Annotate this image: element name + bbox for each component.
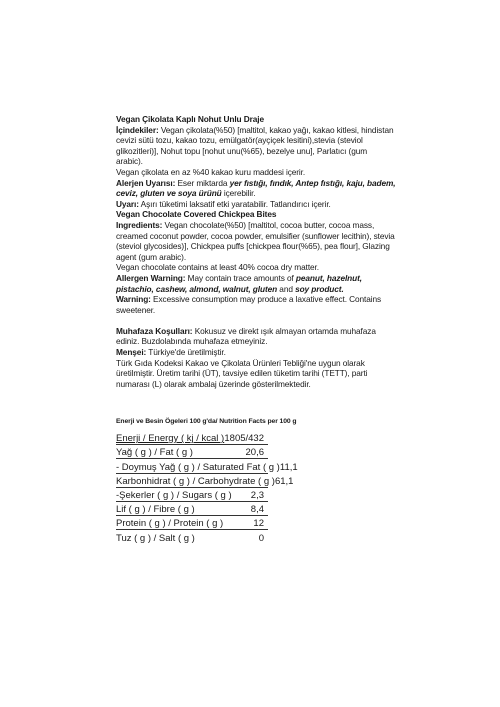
ingredients-en <box>116 220 396 262</box>
nutrition-row-fibre <box>116 502 268 516</box>
product-title-en: Vegan Chocolate Covered Chickpea Bites <box>116 209 277 220</box>
storage-conditions <box>116 326 396 347</box>
nutrition-value: 11,1 <box>279 461 298 473</box>
ingredients-text-en: Vegan chocolate(%50) [maltitol, cocoa butter, cocoa mass, creamed coconut powder, cocoa powder, emulsifier (sunflower lecithin), stevia (steviol glycosides)], Chickpea puffs [chickpea flour(%65), pea flour], Glazing agent (gum arabic). <box>116 219 395 262</box>
allergen-list2-en: soy product. <box>295 283 344 294</box>
nutrition-value: 12 <box>253 518 264 530</box>
nutrition-label: Karbonhidrat ( g ) / Carbohydrate ( g ) <box>116 475 275 487</box>
nutrition-facts <box>116 418 298 544</box>
nutrition-label: - Doymuş Yağ ( g ) / Saturated Fat ( g ) <box>116 461 280 473</box>
nutrition-value: 8,4 <box>250 504 264 516</box>
allergen-pre-tr: Eser miktarda <box>175 177 230 188</box>
ingredients-label-en: Ingredients: <box>116 219 163 230</box>
nutrition-label: Enerji / Energy ( kj / kcal ) <box>116 433 225 445</box>
nutrition-value: 61,1 <box>274 475 294 487</box>
nutrition-value: 0 <box>258 532 264 544</box>
nutrition-label: Yağ ( g ) / Fat ( g ) <box>116 447 193 459</box>
allergen-list-en: peanut, hazelnut, pistachio, cashew, almond, walnut, gluten <box>116 272 362 294</box>
nutrition-row-protein <box>116 516 268 530</box>
ingredients-tr <box>116 125 396 167</box>
cocoa-note-tr: Vegan çikolata en az %40 kakao kuru maddesi içerir. <box>116 166 306 177</box>
warning-text-en: Excessive consumption may produce a laxative effect. Contains sweetener. <box>116 294 382 315</box>
origin-label: Menşei: <box>116 347 147 358</box>
nutrition-value: 2,3 <box>250 489 264 501</box>
nutrition-label: -Şekerler ( g ) / Sugars ( g ) <box>116 489 232 501</box>
nutrition-row-fat <box>116 445 268 459</box>
nutrition-value: 1805/432 <box>224 433 264 445</box>
ingredients-section <box>116 114 396 389</box>
storage-label: Muhafaza Koşulları: <box>116 325 193 336</box>
nutrition-header: Enerji ve Besin Ögeleri 100 g'da/ Nutrition Facts per 100 g <box>116 418 297 425</box>
nutrition-label: Tuz ( g ) / Salt ( g ) <box>116 532 195 544</box>
ingredients-text-tr: Vegan çikolata(%50) [maltitol, kakao yağı, kakao kitlesi, hindistan cevizi sütü tozu, kakao tozu, emülgatör(ayçiçek lesitini),stevia (steviol glikozitleri)], Nohut topu [nohut unu(%65), bezelye unu], Parlatıcı (gum arabic). <box>116 124 394 167</box>
nutrition-row-saturated-fat <box>116 459 298 473</box>
origin <box>116 347 396 358</box>
allergen-tr <box>116 178 396 199</box>
origin-text: Türkiye'de üretilmiştir. <box>146 347 226 358</box>
nutrition-row-energy <box>116 431 268 445</box>
storage-text: Kokusuz ve direkt ışık almayan ortamda muhafaza ediniz. Buzdolabında muhafaza etmeyiniz. <box>116 325 376 347</box>
nutrition-label: Protein ( g ) / Protein ( g ) <box>116 518 224 530</box>
nutrition-row-sugars <box>116 488 268 502</box>
allergen-label-tr: Alerjen Uyarısı: <box>116 177 176 188</box>
allergen-post-tr: içerebilir. <box>221 188 256 199</box>
allergen-and-en: and <box>277 283 296 294</box>
regulation-text: Türk Gıda Kodeksi Kakao ve Çikolata Ürünleri Tebliği'ne uygun olarak üretilmiştir. Üretim tarihi (ÜT), tavsiye edilen tüketim tarihi (TETT), parti numarası (L) olarak ambalaj üzerinde gösterilmektedir. <box>116 357 368 389</box>
nutrition-row-carbohydrate <box>116 474 294 488</box>
allergen-list-tr: yer fıstığı, fındık, Antep fıstığı, kaju, badem, ceviz, gluten ve soya ürünü <box>116 177 396 199</box>
warning-text-tr: Aşırı tüketimi laksatif etki yaratabilir. Tatlandırıcı içerir. <box>138 198 331 209</box>
allergen-pre-en: May contain trace amounts of <box>185 272 296 283</box>
nutrition-row-salt <box>116 530 268 543</box>
ingredients-label-tr: İçindekiler: <box>116 124 159 135</box>
cocoa-note-en: Vegan chocolate contains at least 40% cocoa dry matter. <box>116 262 319 273</box>
spacer <box>116 315 396 326</box>
warning-label-en: Warning: <box>116 294 151 305</box>
allergen-label-en: Allergen Warning: <box>116 272 186 283</box>
warning-tr <box>116 199 396 210</box>
product-title-tr: Vegan Çikolata Kaplı Nohut Unlu Draje <box>116 114 264 124</box>
nutrition-label: Lif ( g ) / Fibre ( g ) <box>116 504 195 516</box>
warning-label-tr: Uyarı: <box>116 198 139 209</box>
nutrition-value: 20,6 <box>245 447 264 459</box>
allergen-en <box>116 273 396 294</box>
warning-en <box>116 294 396 315</box>
